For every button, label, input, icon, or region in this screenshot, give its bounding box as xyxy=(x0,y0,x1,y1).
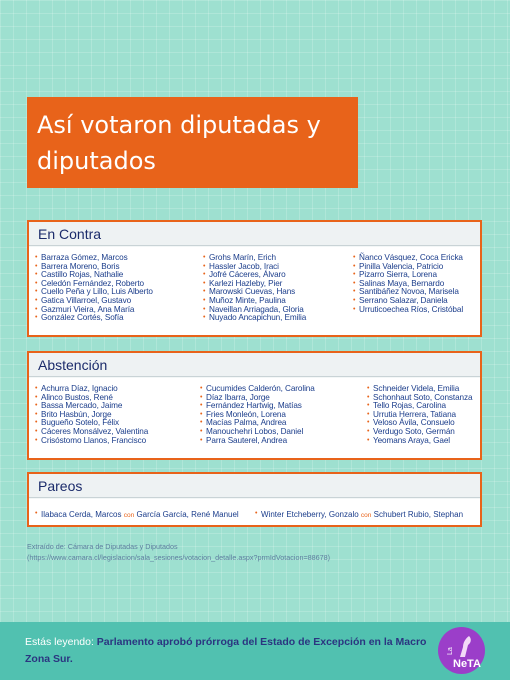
list-item: • Barrera Moreno, Boris xyxy=(35,263,153,272)
list-item: • Yeomans Araya, Gael xyxy=(367,437,472,446)
list-item: • Nuyado Ancapichun, Emilia xyxy=(203,314,306,323)
list-item: • Brito Hasbún, Jorge xyxy=(35,411,148,420)
la-neta-logo-icon[interactable] xyxy=(438,627,485,674)
list-item: • Bassa Mercado, Jaime xyxy=(35,402,148,411)
list-item: • Parra Sauterel, Andrea xyxy=(200,437,315,446)
list-item: • Urrutia Herrera, Tatiana xyxy=(367,411,472,420)
en-contra-col-2 xyxy=(203,254,306,323)
list-item: • Muñoz Minte, Paulina xyxy=(203,297,306,306)
pareo-item: • Ilabaca Cerda, Marcos con García García, René Manuel xyxy=(35,510,239,519)
pareos-heading: Pareos xyxy=(29,474,480,498)
en-contra-panel xyxy=(27,220,482,337)
source-label: Extraído de: Cámara de Diputadas y Diputados xyxy=(27,542,178,551)
list-item: • Castillo Rojas, Nathalie xyxy=(35,271,153,280)
list-item: • Serrano Salazar, Daniela xyxy=(353,297,463,306)
list-item: • Tello Rojas, Carolina xyxy=(367,402,472,411)
list-item: • Manouchehri Lobos, Daniel xyxy=(200,428,315,437)
list-item: • Urruticoechea Ríos, Cristóbal xyxy=(353,306,463,315)
list-item: • Achurra Díaz, Ignacio xyxy=(35,385,148,394)
list-item: • Ñanco Vásquez, Coca Ericka xyxy=(353,254,463,263)
list-item: • Macías Palma, Andrea xyxy=(200,419,315,428)
source-note xyxy=(27,541,330,563)
list-item: • Veloso Ávila, Consuelo xyxy=(367,419,472,428)
list-item: • Salinas Maya, Bernardo xyxy=(353,280,463,289)
page-title: Así votaron diputadas y diputados xyxy=(37,111,321,175)
list-item: • Fries Monleón, Lorena xyxy=(200,411,315,420)
abstencion-panel xyxy=(27,351,482,460)
list-item: • Gazmuri Vieira, Ana María xyxy=(35,306,153,315)
list-item: • Cucumides Calderón, Carolina xyxy=(200,385,315,394)
list-item: • Hassler Jacob, Iraci xyxy=(203,263,306,272)
list-item: • Marowski Cuevas, Hans xyxy=(203,288,306,297)
en-contra-col-1 xyxy=(35,254,153,323)
list-item: • González Cortés, Sofía xyxy=(35,314,153,323)
list-item: • Celedón Fernández, Roberto xyxy=(35,280,153,289)
list-item: • Schonhaut Soto, Constanza xyxy=(367,394,472,403)
list-item: • Jofré Cáceres, Álvaro xyxy=(203,271,306,280)
pareo-item: • Winter Etcheberry, Gonzalo con Schubert Rubio, Stephan xyxy=(255,510,463,519)
article-link[interactable]: Parlamento aprobó prórroga del Estado de Excepción en la Macro Zona Sur. xyxy=(25,636,427,665)
list-item: • Cáceres Monsálvez, Valentina xyxy=(35,428,148,437)
abstencion-heading: Abstención xyxy=(29,353,480,377)
abstencion-col-1 xyxy=(35,385,148,445)
list-item: • Barraza Gómez, Marcos xyxy=(35,254,153,263)
list-item: • Alinco Bustos, René xyxy=(35,394,148,403)
list-item: • Karlezi Hazleby, Pier xyxy=(203,280,306,289)
list-item: • Santibáñez Novoa, Marisela xyxy=(353,288,463,297)
en-contra-col-3 xyxy=(353,254,463,314)
list-item: • Fernández Hartwig, Matías xyxy=(200,402,315,411)
list-item: • Cuello Peña y Lillo, Luis Alberto xyxy=(35,288,153,297)
list-item: • Pinilla Valencia, Patricio xyxy=(353,263,463,272)
list-item: • Naveillan Arriagada, Gloria xyxy=(203,306,306,315)
en-contra-heading: En Contra xyxy=(29,222,480,246)
list-item: • Grohs Marín, Erich xyxy=(203,254,306,263)
list-item: • Crisóstomo Llanos, Francisco xyxy=(35,437,148,446)
list-item: • Verdugo Soto, Germán xyxy=(367,428,472,437)
en-contra-list xyxy=(29,247,480,335)
abstencion-list xyxy=(29,378,480,458)
reading-now xyxy=(25,634,435,668)
list-item: • Schneider Videla, Emilia xyxy=(367,385,472,394)
title-banner xyxy=(27,97,358,188)
pareos-list xyxy=(29,499,480,525)
list-item: • Gatica Villarroel, Gustavo xyxy=(35,297,153,306)
svg-text:La: La xyxy=(447,647,454,655)
list-item: • Bugueño Sotelo, Félix xyxy=(35,419,148,428)
source-link[interactable]: (https://www.camara.cl/legislacion/sala_sesiones/votacion_detalle.aspx?prmIdVotacion=88678) xyxy=(27,553,331,562)
svg-text:NeTA: NeTA xyxy=(453,658,481,670)
footer-bar xyxy=(0,622,510,680)
abstencion-col-2 xyxy=(200,385,315,445)
pareos-panel xyxy=(27,472,482,527)
abstencion-col-3 xyxy=(367,385,472,445)
list-item: • Díaz Ibarra, Jorge xyxy=(200,394,315,403)
reading-prefix: Estás leyendo: xyxy=(25,636,97,648)
list-item: • Pizarro Sierra, Lorena xyxy=(353,271,463,280)
